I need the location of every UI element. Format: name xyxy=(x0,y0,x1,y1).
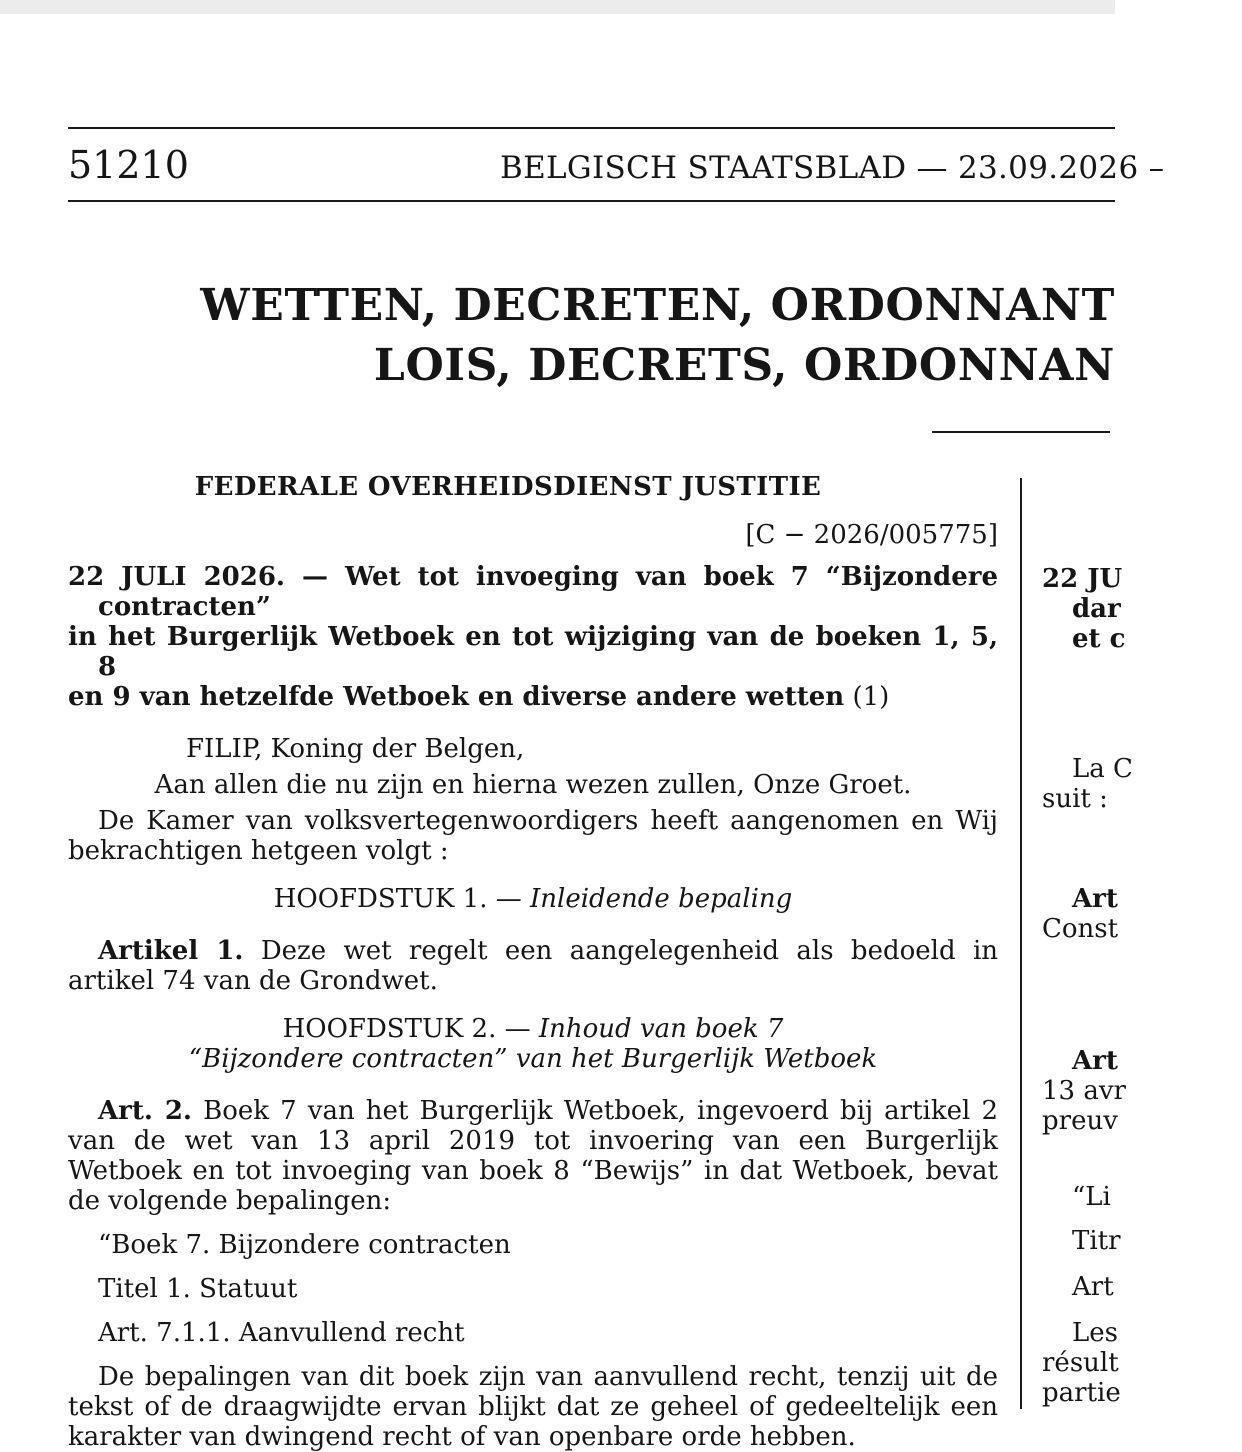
fr-fragment: Art xyxy=(1072,884,1118,914)
chapter-2-subtitle: “Bijzondere contracten” van het Burgerlijk Wetboek xyxy=(188,1044,878,1074)
fr-fragment: et c xyxy=(1072,624,1126,654)
fr-fragment: Les xyxy=(1072,1318,1118,1348)
chapter-2-number: HOOFDSTUK 2. — xyxy=(282,1014,539,1044)
royal-preamble: FILIP, Koning der Belgen, xyxy=(186,734,525,764)
chapter-2-line-2 xyxy=(68,1044,998,1074)
section-title-french: LOIS, DECRETS, ORDONNAN xyxy=(373,340,1115,391)
chapter-2-title: Inhoud van boek 7 xyxy=(538,1014,784,1044)
law-title-line-2: in het Burgerlijk Wetboek en tot wijziging van de boeken 1, 5, 8 xyxy=(68,622,998,682)
article-1-text: Deze wet regelt een aangelegenheid als bedoeld in artikel 74 van de Grondwet. xyxy=(68,936,998,996)
law-title-line-3 xyxy=(68,682,998,712)
law-title xyxy=(68,562,998,712)
chapter-1-number: HOOFDSTUK 1. — xyxy=(273,884,530,914)
ministry-heading: FEDERALE OVERHEIDSDIENST JUSTITIE xyxy=(194,472,822,502)
fr-fragment: Art xyxy=(1072,1272,1114,1302)
fr-fragment: partie xyxy=(1042,1378,1121,1408)
fr-fragment: Titr xyxy=(1072,1226,1121,1256)
book-heading: “Boek 7. Bijzondere contracten xyxy=(98,1230,511,1260)
article-2 xyxy=(68,1096,998,1216)
fr-fragment: suit : xyxy=(1042,784,1108,814)
fr-fragment: “Li xyxy=(1072,1182,1111,1212)
chapter-2-line-1 xyxy=(68,1014,998,1044)
chapter-1-heading xyxy=(68,884,998,914)
fr-fragment: Const xyxy=(1042,914,1119,944)
title-heading: Titel 1. Statuut xyxy=(98,1274,298,1304)
fr-fragment: résult xyxy=(1042,1348,1119,1378)
viewer-top-bar xyxy=(0,0,1115,14)
header-bottom-rule xyxy=(68,200,1115,202)
article-heading: Art. 7.1.1. Aanvullend recht xyxy=(98,1318,465,1348)
law-title-text: en 9 van hetzelfde Wetboek en diverse andere wetten xyxy=(68,682,845,712)
dutch-column xyxy=(68,472,998,1452)
fr-fragment: dar xyxy=(1072,594,1121,624)
law-title-line-1: 22 JULI 2026. — Wet tot invoeging van boek 7 “Bijzondere contracten” xyxy=(68,562,998,622)
fr-fragment: La C xyxy=(1072,754,1133,784)
article-2-text: Boek 7 van het Burgerlijk Wetboek, ingevoerd bij artikel 2 van de wet van 13 april 2019 tot invoering van een Burgerlijk Wetboek en tot invoeging van boek 8 “Bewijs” in dat Wetboek, bevat de volgende bepalingen: xyxy=(68,1096,998,1216)
article-1-label: Artikel 1. xyxy=(98,936,244,966)
fr-fragment: 13 avr xyxy=(1042,1076,1126,1106)
publication-reference: [C − 2026/005775] xyxy=(745,520,998,550)
title-short-rule xyxy=(932,431,1110,433)
footnote-marker: (1) xyxy=(844,682,890,712)
enactment-clause: De Kamer van volksvertegenwoordigers heeft aangenomen en Wij bekrachtigen hetgeen volgt : xyxy=(68,806,998,866)
fr-fragment: preuv xyxy=(1042,1106,1118,1136)
chapter-1-title: Inleidende bepaling xyxy=(529,884,793,914)
greeting: Aan allen die nu zijn en hierna wezen zullen, Onze Groet. xyxy=(154,770,912,800)
column-divider xyxy=(1020,478,1022,1409)
chapter-2-heading xyxy=(68,1014,998,1074)
page-number: 51210 xyxy=(68,143,189,187)
fr-fragment: 22 JU xyxy=(1042,564,1123,594)
article-1 xyxy=(68,936,998,996)
fr-fragment: Art xyxy=(1072,1046,1118,1076)
section-title-dutch: WETTEN, DECRETEN, ORDONNANT xyxy=(200,280,1115,331)
supplementary-law-paragraph: De bepalingen van dit boek zijn van aanvullend recht, tenzij uit de tekst of de draagwijdte ervan blijkt dat ze geheel of gedeeltelijk een karakter van dwingend recht of van openbare orde hebben. xyxy=(68,1362,998,1452)
header-top-rule xyxy=(68,127,1115,129)
running-header: BELGISCH STAATSBLAD — 23.09.2026 – xyxy=(500,150,1165,186)
article-2-label: Art. 2. xyxy=(98,1096,192,1126)
